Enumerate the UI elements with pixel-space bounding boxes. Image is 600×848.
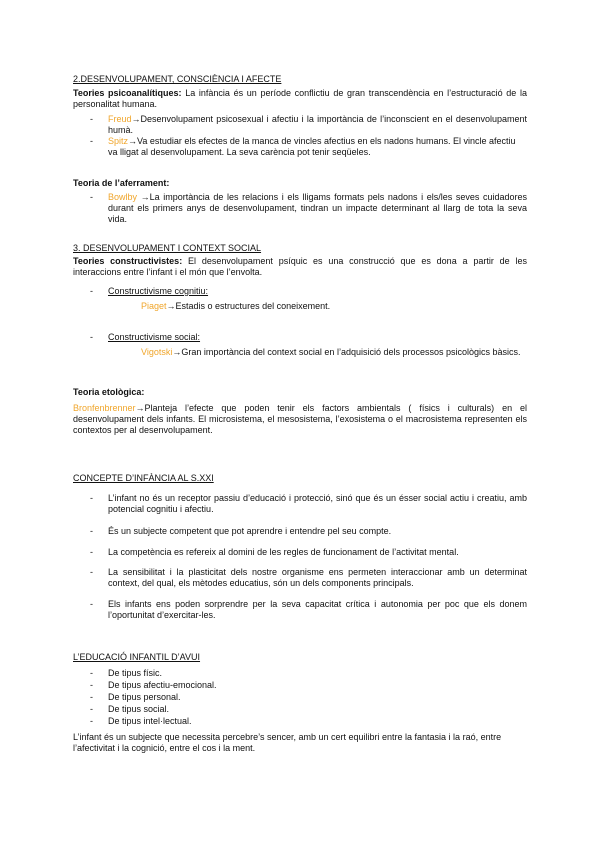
aferrament-label: Teoria de l’aferrament: (73, 178, 170, 188)
bronfenbrenner-text: →Planteja l’efecte que poden tenir els factors ambientals ( físics i culturals) en el desenvolupament dels infants. El microsistema, el mesosistema, l’exosistema o el macrosistema representen els contextos per al desenvolupament. (73, 403, 527, 435)
list-item-text: La competència es refereix al domini de les regles de funcionament de l’activitat mental. (108, 547, 459, 557)
section-2-heading: 2.DESENVOLUPAMENT, CONSCIÈNCIA I AFECTE (73, 74, 282, 84)
piaget-name: Piaget (141, 301, 167, 311)
bronfenbrenner-name: Bronfenbrenner (73, 403, 136, 413)
bowlby-text: →La importància de les relacions i els lligams formats pels nadons i els/les seves cuidadores durant els primers anys de desenvolupament, tindran un impacte determinant al llarg de tota la seva vida. (108, 192, 527, 224)
dash-bullet: - (90, 286, 93, 296)
etologica-label: Teoria etològica: (73, 387, 145, 397)
bronfenbrenner-paragraph (73, 403, 527, 436)
list-item-text: De tipus social. (108, 704, 170, 714)
dash-bullet: - (90, 332, 93, 342)
dash-bullet: - (90, 716, 93, 726)
list-item-text: La sensibilitat i la plasticitat dels nostre organisme ens permeten interaccionar amb un determinat context, del qual, els mètodes educatius, són un dels components principals. (108, 567, 527, 588)
list-item-text: És un subjecte competent que pot aprendre i entendre pel seu compte. (108, 526, 392, 536)
list-item-text: De tipus físic. (108, 668, 163, 678)
dash-bullet: - (90, 668, 93, 678)
list-item-text: L’infant no és un receptor passiu d’educació i protecció, sinó que és un ésser social actiu i creatiu, amb potencial cognitiu i afectiu. (108, 493, 527, 514)
cognitiu-label: Constructivisme cognitiu: (108, 286, 209, 296)
dash-bullet: - (90, 599, 93, 609)
dash-bullet: - (90, 567, 93, 577)
section-5-heading: L’EDUCACIÓ INFANTIL D’AVUI (73, 652, 201, 662)
list-item-text: De tipus afectiu-emocional. (108, 680, 217, 690)
constructivistes-text: El desenvolupament psíquic es una construcció que es dona a partir de les interaccions entre l’infant i el món que l’envolta. (73, 256, 527, 277)
dash-bullet: - (90, 526, 93, 536)
dash-bullet: - (90, 114, 93, 124)
freud-text: →Desenvolupament psicosexual i afectiu i la importància de l’inconscient en el desenvolupament humà. (108, 114, 527, 135)
list-item-text: De tipus intel·lectual. (108, 716, 192, 726)
section-3-heading: 3. DESENVOLUPAMENT I CONTEXT SOCIAL (73, 243, 262, 253)
bowlby-name: Bowlby (108, 192, 138, 202)
list-item-text: De tipus personal. (108, 692, 181, 702)
piaget-line (141, 301, 527, 312)
vigotski-name: Vigotski (141, 347, 173, 357)
social-label: Constructivisme social: (108, 332, 201, 342)
dash-bullet: - (90, 704, 93, 714)
constructivistes-paragraph (73, 256, 527, 278)
dash-bullet: - (90, 547, 93, 557)
psicoanalitiques-text: La infància és un període conflictiu de gran transcendència en l’estructuració de la personalitat humana. (73, 88, 527, 109)
spitz-name: Spitz (108, 136, 129, 146)
spitz-text: →Va estudiar els efectes de la manca de vincles afectius en els nadons humans. El vincle afectiu va lligat al desenvolupament. La seva carència pot tenir seqüeles. (108, 136, 516, 157)
psicoanalitiques-label: Teories psicoanalítiques: (73, 88, 182, 98)
psicoanalitiques-paragraph (73, 88, 527, 110)
constructivistes-label: Teories constructivistes: (73, 256, 183, 266)
dash-bullet: - (90, 692, 93, 702)
closing-paragraph: L’infant és un subjecte que necessita percebre’s sencer, amb un cert equilibri entre la fantasia i la raó, entre l’afectivitat i la cognició, entre el cos i la ment. (73, 732, 502, 753)
freud-name: Freud (108, 114, 132, 124)
dash-bullet: - (90, 493, 93, 503)
piaget-text: →Estadis o estructures del coneixement. (166, 301, 331, 311)
dash-bullet: - (90, 192, 93, 202)
vigotski-line (141, 347, 527, 358)
dash-bullet: - (90, 136, 93, 146)
section-4-heading: CONCEPTE D’INFÀNCIA AL S.XXI (73, 473, 214, 483)
vigotski-text: →Gran importància del context social en l’adquisició dels processos psicològics bàsics. (172, 347, 521, 357)
list-item-text: Els infants ens poden sorprendre per la seva capacitat crítica i autonomia per poc que els donem l’oportunitat d’exercitar-les. (108, 599, 527, 620)
dash-bullet: - (90, 680, 93, 690)
